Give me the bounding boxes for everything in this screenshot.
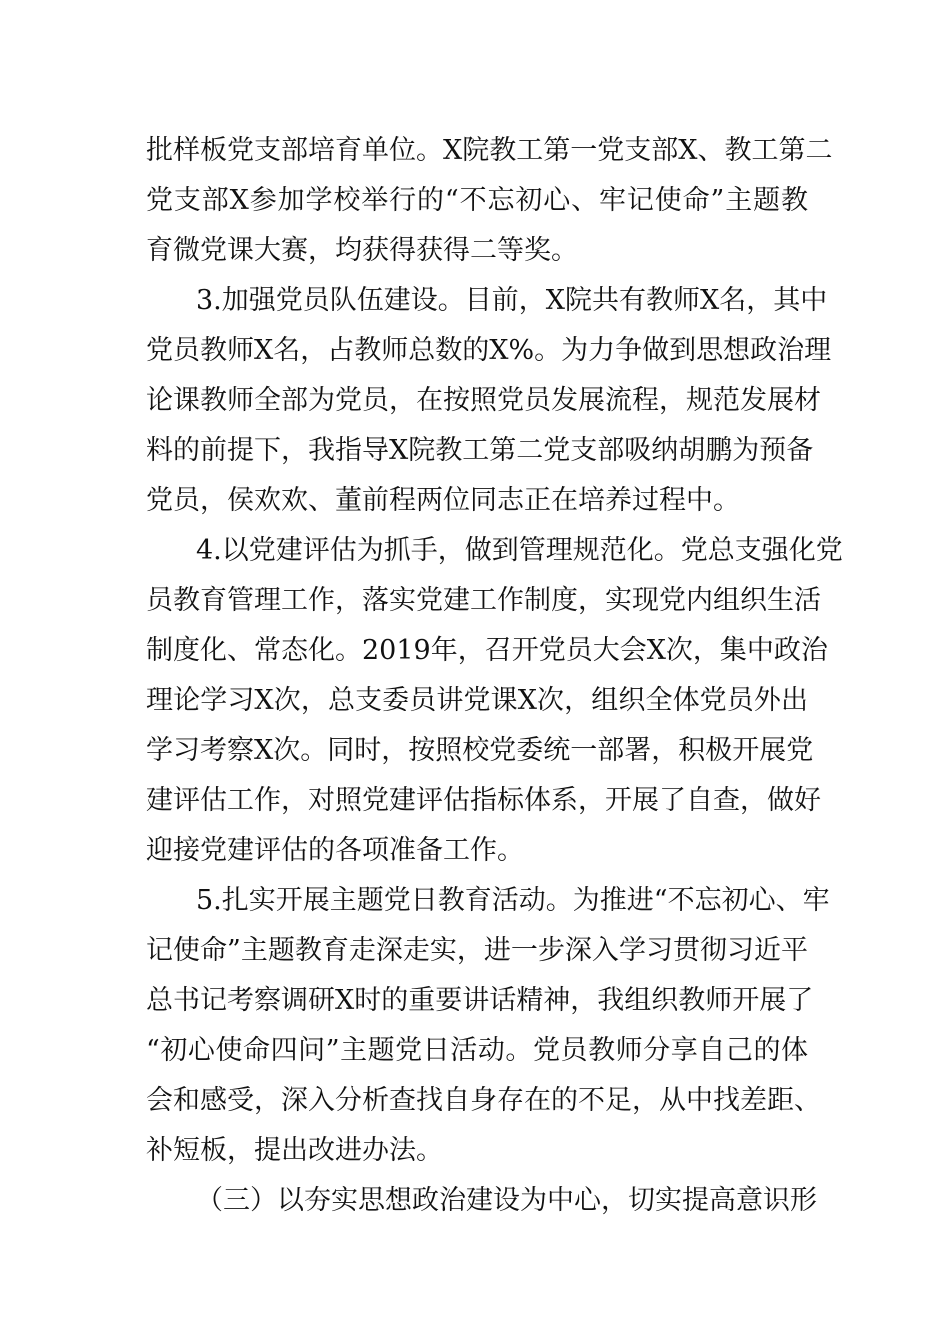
paragraph-line-19: “初心使命四问”主题党日活动。党员教师分享自己的体 [146,1035,808,1066]
paragraph-line-11: 制度化、常态化。2019年，召开党员大会X次，集中政治 [146,635,828,666]
paragraph-line-5: 党员教师X名，占教师总数的X%。为力争做到思想政治理 [146,335,832,366]
paragraph-line-9: 4.以党建评估为抓手，做到管理规范化。党总支强化党 [196,535,843,566]
paragraph-line-6: 论课教师全部为党员，在按照党员发展流程，规范发展材 [146,385,821,416]
paragraph-line-8: 党员，侯欢欢、董前程两位同志正在培养过程中。 [146,485,740,516]
paragraph-line-3: 育微党课大赛，均获得获得二等奖。 [146,235,578,266]
paragraph-line-1: 批样板党支部培育单位。X院教工第一党支部X、教工第二 [146,135,833,166]
paragraph-line-13: 学习考察X次。同时，按照校党委统一部署，积极开展党 [146,735,814,766]
paragraph-line-15: 迎接党建评估的各项准备工作。 [146,835,524,866]
section-heading: （三）以夯实思想政治建设为中心，切实提高意识形 [196,1185,817,1216]
paragraph-line-21: 补短板，提出改进办法。 [146,1135,443,1166]
paragraph-line-7: 料的前提下，我指导X院教工第二党支部吸纳胡鹏为预备 [146,435,814,466]
paragraph-line-16: 5.扎实开展主题党日教育活动。为推进“不忘初心、牢 [196,885,830,916]
paragraph-line-2: 党支部X参加学校举行的“不忘初心、牢记使命”主题教 [146,185,808,216]
paragraph-line-20: 会和感受，深入分析查找自身存在的不足，从中找差距、 [146,1085,821,1116]
paragraph-line-12: 理论学习X次，总支委员讲党课X次，组织全体党员外出 [146,685,808,716]
paragraph-line-17: 记使命”主题教育走深走实，进一步深入学习贯彻习近平 [146,935,808,966]
paragraph-line-14: 建评估工作，对照党建评估指标体系，开展了自查，做好 [146,785,821,816]
paragraph-line-4: 3.加强党员队伍建设。目前，X院共有教师X名，其中 [196,285,828,316]
paragraph-line-10: 员教育管理工作，落实党建工作制度，实现党内组织生活 [146,585,821,616]
paragraph-line-18: 总书记考察调研X时的重要讲话精神，我组织教师开展了 [146,985,814,1016]
